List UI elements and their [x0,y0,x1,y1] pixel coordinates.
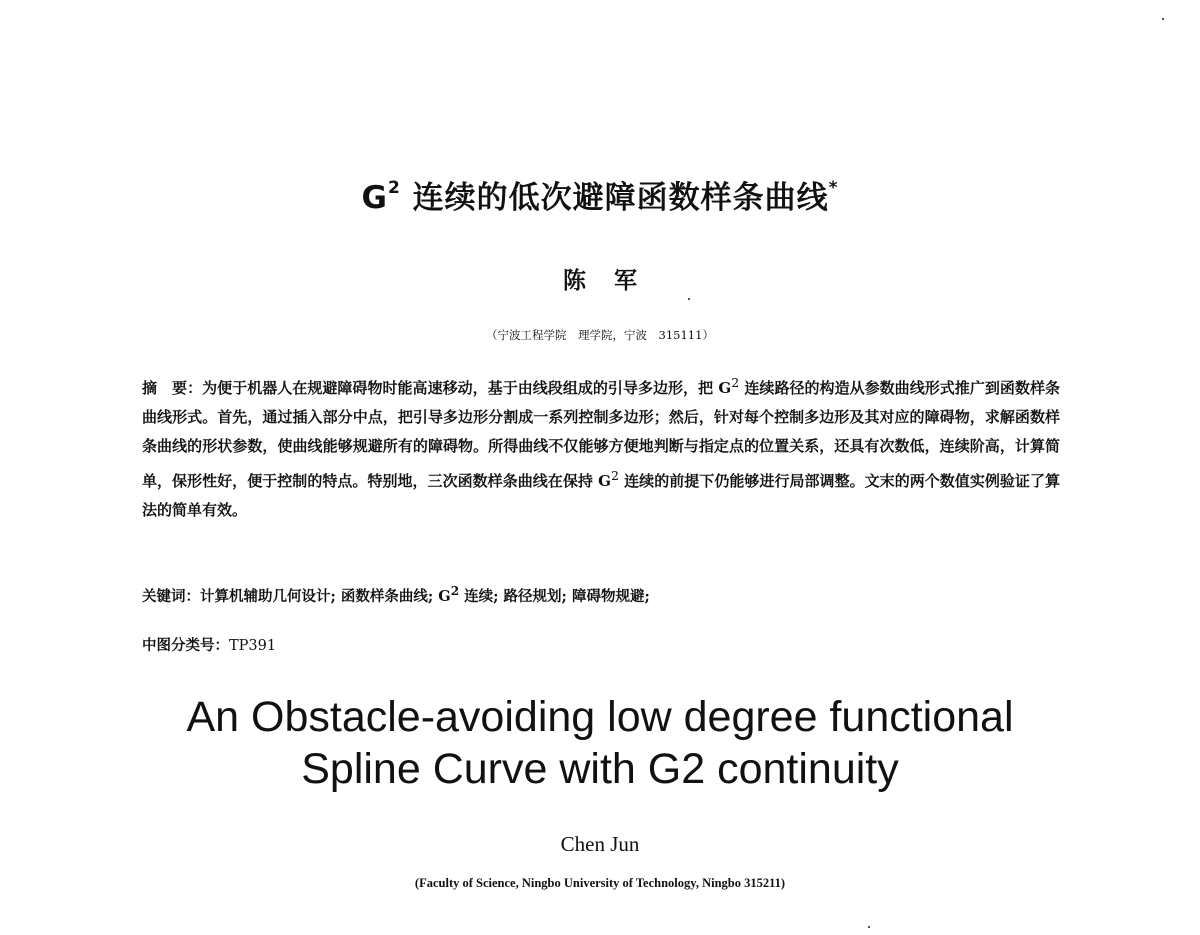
english-title-line-1: An Obstacle-avoiding low degree functional [186,693,1014,741]
abstract [142,368,1060,525]
title-superscript: 2 [387,177,401,198]
keywords [142,584,1060,606]
english-affiliation: (Faculty of Science, Ningbo University of Technology, Ningbo 315211) [414,876,786,890]
abstract-text-3: 连续的前提下仍能够进行局部调整。文末的两个数值实例验证了算法的简单有效。 [142,472,1060,519]
title-prefix: G [361,180,388,216]
classification-value: TP391 [229,638,277,654]
chinese-author: 陈军 [563,267,665,294]
scan-speck [868,926,870,928]
keywords-sup: 2 [450,584,460,598]
english-title-line-2: Spline Curve with G2 continuity [301,745,899,793]
abstract-label: 摘 要： [142,379,203,397]
keywords-text-1: 计算机辅助几何设计; 函数样条曲线; G [200,587,451,605]
scan-speck [1162,18,1164,20]
abstract-text-1: 为便于机器人在规避障碍物时能高速移动，基于由线段组成的引导多边形，把 G [202,379,732,397]
chinese-affiliation: （宁波工程学院 理学院，宁波 315111） [486,328,714,342]
english-title [0,691,1200,795]
english-author: Chen Jun [560,832,640,856]
abstract-sup-2: 2 [610,468,619,483]
title-main: 连续的低次避障函数样条曲线 [400,180,829,216]
keywords-text-2: 连续; 路径规划; 障碍物规避; [459,587,650,605]
scan-speck [688,298,690,300]
keywords-label: 关键词： [142,587,200,605]
chinese-title [0,172,1200,217]
abstract-sup-1: 2 [731,375,740,390]
classification-label: 中图分类号： [142,637,229,654]
classification-number [142,634,1060,655]
title-footnote-mark: * [828,177,839,198]
abstract-text-2: 连续路径的构造从参数曲线形式推广到函数样条曲线形式。首先，通过插入部分中点，把引导多边形分割成一系列控制多边形；然后，针对每个控制多边形及其对应的障碍物，求解函数样条曲线的形状参数，使曲线能够规避所有的障碍物。所得曲线不仅能够方便地判断与指定点的位置关系，还具有次数低，连续阶高，计算简单，保形性好，便于控制的特点。特别地，三次函数样条曲线在保持 G [142,379,1060,490]
